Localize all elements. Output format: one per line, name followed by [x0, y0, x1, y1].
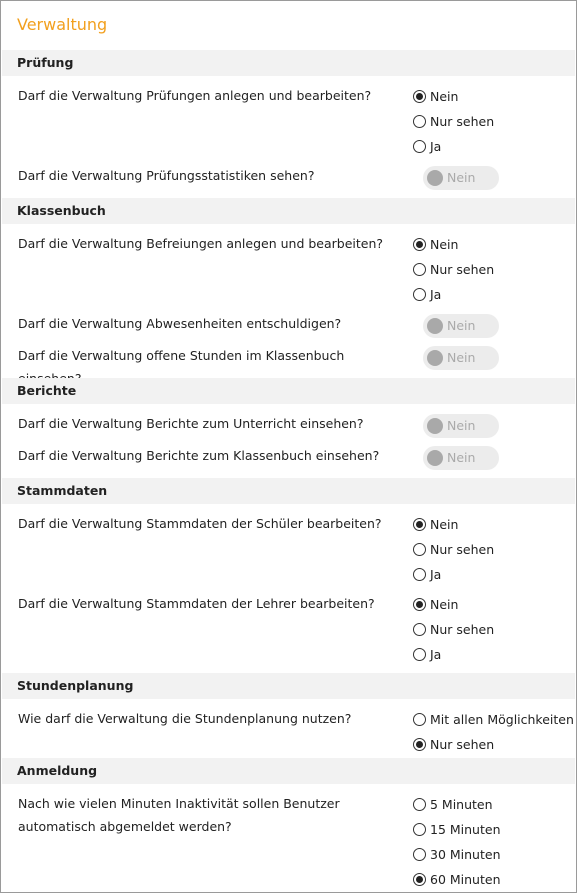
radio-option[interactable]	[413, 735, 494, 753]
radio-option[interactable]	[413, 870, 501, 888]
toggle-switch[interactable]	[423, 346, 499, 370]
question-label: Darf die Verwaltung Stammdaten der Schüler bearbeiten?	[18, 516, 382, 531]
radio-button[interactable]	[413, 823, 426, 836]
toggle-label: Nein	[447, 170, 476, 185]
question-label: Darf die Verwaltung offene Stunden im Klassenbuch	[18, 348, 345, 363]
radio-option[interactable]	[413, 845, 501, 863]
question-label: Darf die Verwaltung Berichte zum Klassenbuch einsehen?	[18, 448, 380, 463]
radio-button[interactable]	[413, 738, 426, 751]
section-header-pruefung	[2, 50, 575, 76]
radio-label: Ja	[430, 138, 442, 154]
radio-button[interactable]	[413, 713, 426, 726]
section-header-anmeldung	[2, 758, 575, 784]
radio-button[interactable]	[413, 648, 426, 661]
radio-label: Ja	[430, 646, 442, 662]
toggle-knob	[427, 418, 443, 434]
toggle-switch[interactable]	[423, 446, 499, 470]
radio-option[interactable]	[413, 820, 501, 838]
radio-option[interactable]	[413, 620, 494, 638]
section-title: Anmeldung	[17, 763, 98, 778]
radio-label: Nein	[430, 516, 459, 532]
radio-label: Nur sehen	[430, 736, 495, 752]
toggle-label: Nein	[447, 318, 476, 333]
radio-button[interactable]	[413, 238, 426, 251]
radio-button[interactable]	[413, 115, 426, 128]
radio-option[interactable]	[413, 565, 441, 583]
radio-option[interactable]	[413, 515, 458, 533]
toggle-knob	[427, 170, 443, 186]
page-title: Verwaltung	[17, 15, 108, 34]
toggle-knob	[427, 318, 443, 334]
radio-option[interactable]	[413, 595, 458, 613]
radio-button[interactable]	[413, 623, 426, 636]
radio-label: Nur sehen	[430, 541, 495, 557]
radio-option[interactable]	[413, 645, 441, 663]
toggle-switch[interactable]	[423, 414, 499, 438]
section-header-stammdaten	[2, 478, 575, 504]
radio-label: 15 Minuten	[430, 821, 501, 837]
section-title: Berichte	[17, 383, 77, 398]
radio-label: 30 Minuten	[430, 846, 501, 862]
radio-label: 60 Minuten	[430, 871, 501, 887]
radio-button[interactable]	[413, 543, 426, 556]
radio-option[interactable]	[413, 112, 494, 130]
question-label: Wie darf die Verwaltung die Stundenplanung nutzen?	[18, 711, 352, 726]
toggle-knob	[427, 350, 443, 366]
question-label: Darf die Verwaltung Prüfungsstatistiken sehen?	[18, 168, 315, 183]
question-label: Darf die Verwaltung Stammdaten der Lehrer bearbeiten?	[18, 596, 375, 611]
toggle-switch[interactable]	[423, 166, 499, 190]
question-label: Nach wie vielen Minuten Inaktivität sollen Benutzer automatisch abgemeldet werden?	[18, 796, 340, 834]
radio-button[interactable]	[413, 568, 426, 581]
radio-option[interactable]	[413, 710, 574, 728]
radio-button[interactable]	[413, 140, 426, 153]
radio-label: 5 Minuten	[430, 796, 493, 812]
section-header-berichte	[2, 378, 575, 404]
section-header-klassenbuch	[2, 198, 575, 224]
section-header-stundenplanung	[2, 673, 575, 699]
toggle-switch[interactable]	[423, 314, 499, 338]
toggle-label: Nein	[447, 350, 476, 365]
radio-option[interactable]	[413, 235, 458, 253]
radio-label: Nur sehen	[430, 621, 495, 637]
question-label: Darf die Verwaltung Prüfungen anlegen und bearbeiten?	[18, 88, 372, 103]
radio-label: Ja	[430, 566, 442, 582]
radio-option[interactable]	[413, 87, 458, 105]
radio-label: Nein	[430, 236, 459, 252]
radio-button[interactable]	[413, 263, 426, 276]
radio-button[interactable]	[413, 873, 426, 886]
radio-button[interactable]	[413, 848, 426, 861]
radio-label: Nur sehen	[430, 261, 495, 277]
radio-button[interactable]	[413, 598, 426, 611]
radio-option[interactable]	[413, 795, 493, 813]
question-label: Darf die Verwaltung Befreiungen anlegen und bearbeiten?	[18, 236, 384, 251]
section-title: Klassenbuch	[17, 203, 106, 218]
section-title: Stammdaten	[17, 483, 108, 498]
toggle-knob	[427, 450, 443, 466]
section-title: Prüfung	[17, 55, 74, 70]
radio-option[interactable]	[413, 260, 494, 278]
radio-button[interactable]	[413, 90, 426, 103]
radio-button[interactable]	[413, 518, 426, 531]
radio-label: Ja	[430, 286, 442, 302]
radio-option[interactable]	[413, 285, 441, 303]
toggle-label: Nein	[447, 450, 476, 465]
radio-button[interactable]	[413, 798, 426, 811]
radio-option[interactable]	[413, 137, 441, 155]
radio-label: Nein	[430, 88, 459, 104]
toggle-label: Nein	[447, 418, 476, 433]
radio-label: Mit allen Möglichkeiten	[430, 711, 574, 727]
question-label: Darf die Verwaltung Abwesenheiten entschuldigen?	[18, 316, 342, 331]
question-label: Darf die Verwaltung Berichte zum Unterricht einsehen?	[18, 416, 364, 431]
radio-button[interactable]	[413, 288, 426, 301]
section-title: Stundenplanung	[17, 678, 134, 693]
radio-label: Nur sehen	[430, 113, 495, 129]
radio-label: Nein	[430, 596, 459, 612]
radio-option[interactable]	[413, 540, 494, 558]
